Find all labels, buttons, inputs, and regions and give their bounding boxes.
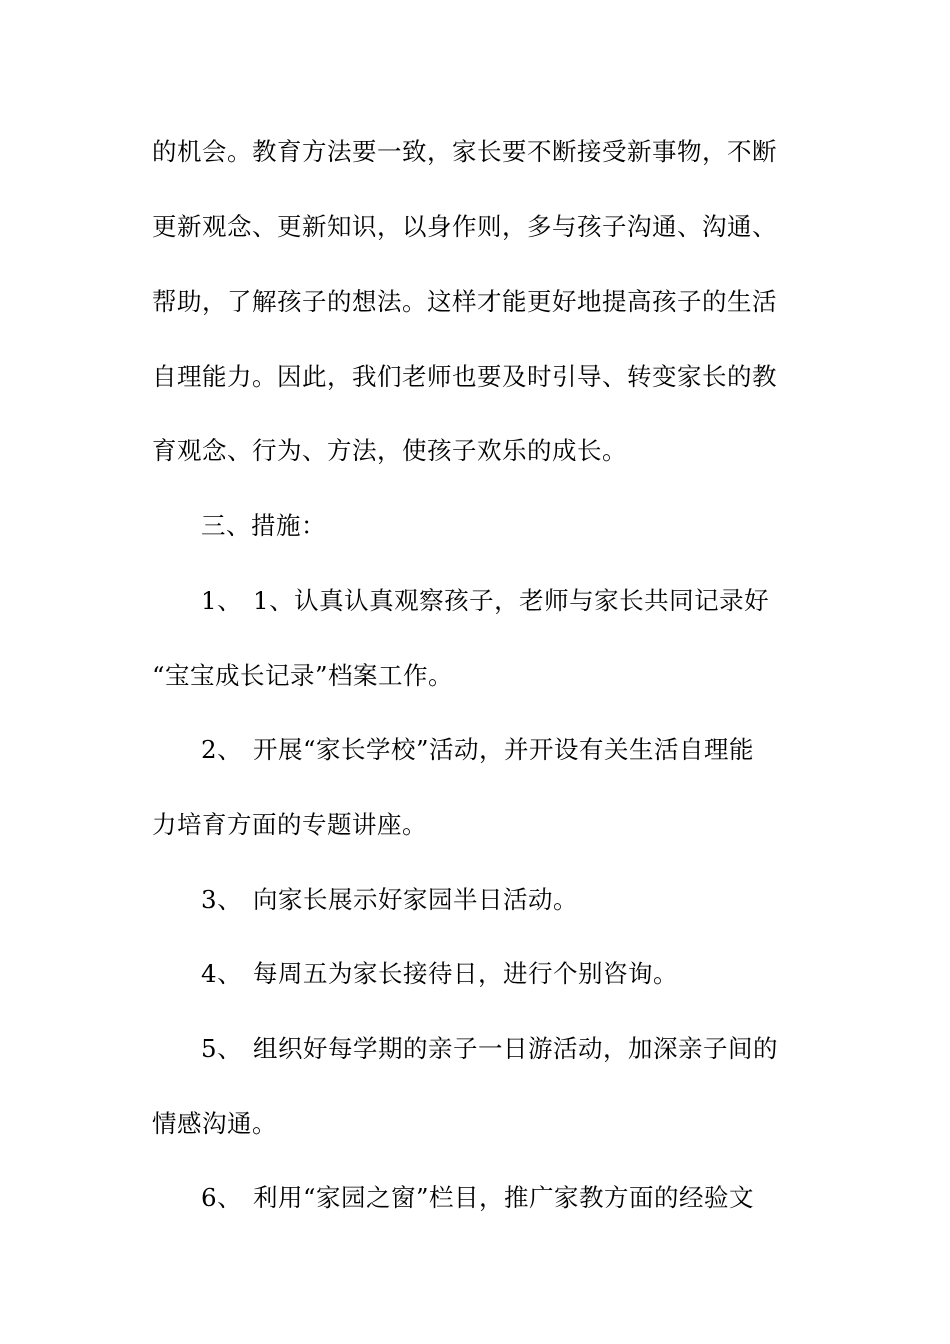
measure-text: 组织好每学期的亲子一日游活动，加深亲子间的 (253, 1034, 778, 1063)
measure-number: 4、 (201, 959, 243, 988)
paragraph-line: 帮助，了解孩子的想法。这样才能更好地提高孩子的生活 (152, 287, 777, 316)
measure-item (201, 1034, 778, 1064)
measure-number: 1、 (201, 586, 243, 615)
measure-text: 开展“家长学校”活动，并开设有关生活自理能 (253, 735, 755, 764)
measure-continuation: 情感沟通。 (152, 1109, 277, 1138)
paragraph-line: 自理能力。因此，我们老师也要及时引导、转变家长的教 (152, 362, 777, 391)
measure-item (201, 1183, 754, 1213)
measure-number: 5、 (201, 1034, 243, 1063)
paragraph-line: 育观念、行为、方法，使孩子欢乐的成长。 (152, 436, 627, 465)
measure-continuation: “宝宝成长记录”档案工作。 (152, 661, 454, 690)
measure-text: 向家长展示好家园半日活动。 (253, 885, 578, 914)
measure-number: 3、 (201, 885, 243, 914)
paragraph-line: 更新观念、更新知识，以身作则，多与孩子沟通、沟通、 (152, 212, 777, 241)
measure-continuation: 力培育方面的专题讲座。 (152, 810, 427, 839)
measure-number: 2、 (201, 735, 243, 764)
measure-item (201, 959, 678, 989)
paragraph-line: 的机会。教育方法要一致，家长要不断接受新事物，不断 (152, 137, 777, 166)
section-heading: 三、措施： (201, 511, 326, 540)
measure-item (201, 885, 578, 915)
measure-item (201, 735, 754, 765)
measure-item (201, 586, 769, 616)
measure-number: 6、 (201, 1183, 243, 1212)
measure-text: 1、认真认真观察孩子，老师与家长共同记录好 (253, 586, 770, 615)
measure-text: 每周五为家长接待日，进行个别咨询。 (253, 959, 678, 988)
measure-text: 利用“家园之窗”栏目，推广家教方面的经验文 (253, 1183, 755, 1212)
